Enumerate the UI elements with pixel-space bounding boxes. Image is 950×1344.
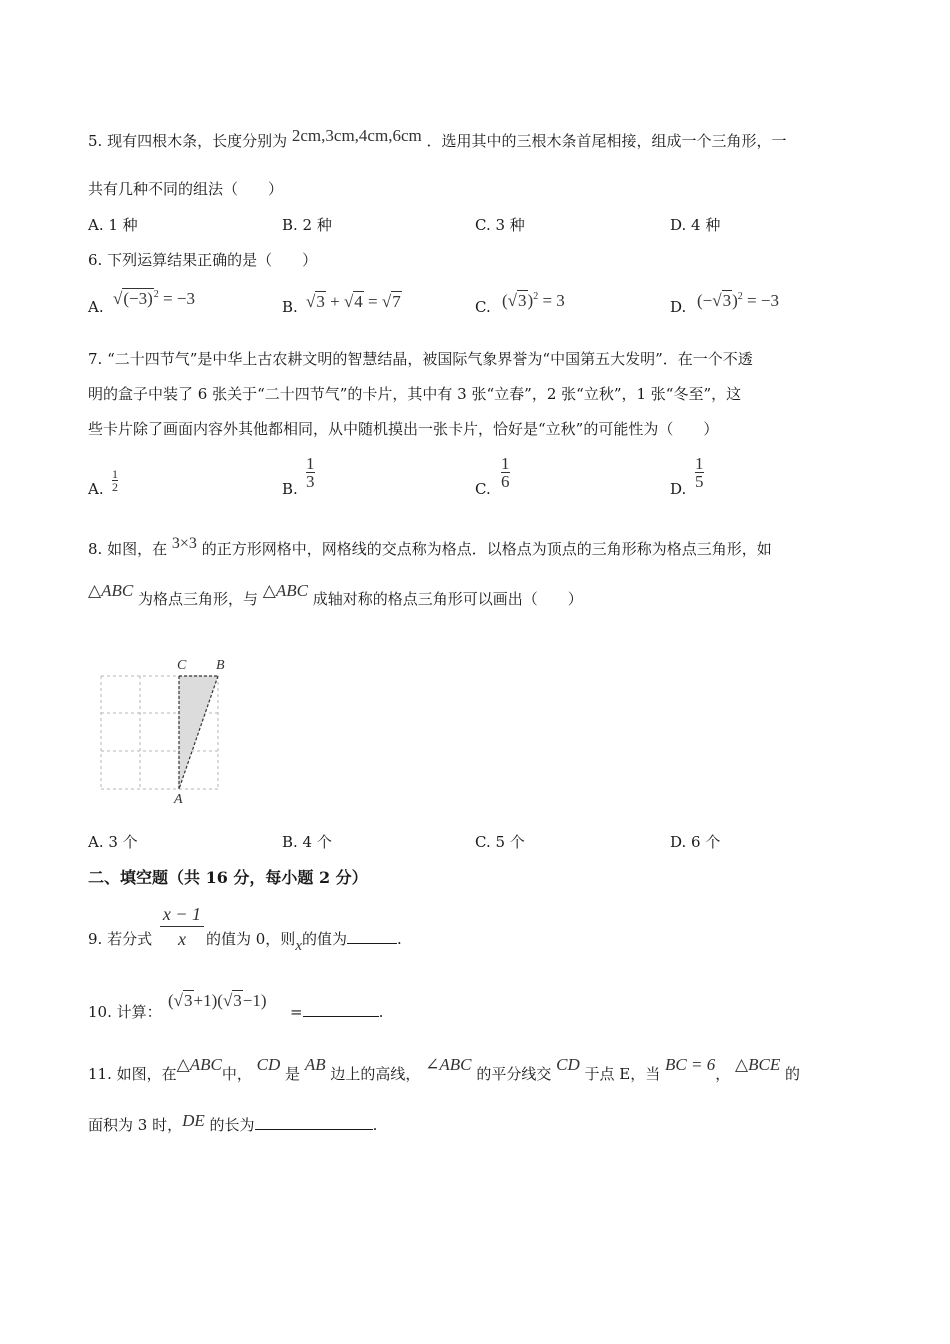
q6-d-exponent: 2 — [737, 291, 743, 302]
q7-b-numerator: 1 — [306, 454, 315, 473]
q11-t1: 中， — [221, 1065, 252, 1083]
q9-fraction — [160, 905, 204, 948]
q6-a-rhs: = −3 — [163, 289, 195, 308]
q6-b-radicand-1: 3 — [316, 292, 325, 311]
q8-label-b: B — [216, 658, 225, 673]
q8-triangle-abc-2: △ABC — [262, 581, 308, 600]
q8-option-b: B. 4 个 — [282, 833, 332, 851]
section-2-title: 二、填空题（共 16 分，每小题 2 分） — [88, 868, 368, 887]
q7-option-b-label: B. — [282, 480, 298, 498]
q11-t4: 的平分线交 — [476, 1065, 552, 1083]
q10-close: −1) — [242, 991, 267, 1010]
q7-option-d-fraction — [695, 455, 704, 490]
q8-option-c: C. 5 个 — [475, 833, 525, 851]
q5-option-b: B. 2 种 — [282, 216, 332, 234]
q6-option-c-expr: $(√3)^2 = 3$ — [502, 291, 565, 310]
q6-c-rhs: = 3 — [542, 291, 565, 310]
q8-option-a: A. 3 个 — [88, 833, 138, 851]
q7-line2: 明的盒子中装了 6 张关于“二十四节气”的卡片，其中有 3 张“立春”，2 张“立秋”，1 张“冬至”，这 — [88, 385, 742, 403]
q11-end: . — [372, 1116, 378, 1134]
q7-a-numerator: 1 — [112, 467, 118, 481]
q6-b-equals: = — [368, 292, 378, 311]
q11-cd: CD — [256, 1055, 281, 1074]
q7-option-a-label: A. — [88, 480, 104, 498]
q11-triangle-bce: △BCE — [735, 1055, 781, 1074]
q6-a-radicand: (−3) — [123, 289, 153, 308]
q7-line1: 7. “二十四节气”是中华上古农耕文明的智慧结晶，被国际气象界誉为“中国第五大发明”．在一个不透 — [88, 350, 753, 368]
q11-bc-equals-6: BC = 6 — [665, 1055, 716, 1074]
q10-answer-blank[interactable] — [303, 1016, 379, 1017]
q6-option-c-label: C. — [475, 298, 491, 316]
q5-line1 — [88, 126, 787, 150]
q8-text-mid: 为格点三角形，与 — [137, 590, 258, 608]
q11-t2: 是 — [285, 1065, 301, 1083]
q5-text-pre: 现有四根木条，长度分别为 — [107, 132, 288, 150]
q6-d-close: ) — [732, 291, 738, 310]
q9-text-post: 的值为 — [301, 930, 347, 948]
q10-open: ( — [168, 991, 174, 1010]
q8-option-d: D. 6 个 — [670, 833, 721, 851]
q6-d-open: (− — [697, 291, 713, 310]
q10-equals: = — [290, 1003, 303, 1021]
q10-expression: (√3+1)(√3−1) — [168, 991, 267, 1010]
q6-c-open: ( — [502, 291, 508, 310]
q11-line1 — [88, 1055, 800, 1083]
q9-text-mid: 的值为 0，则 — [206, 930, 296, 948]
q6-option-a-label: A. — [88, 298, 104, 316]
q6-b-plus: + — [330, 292, 340, 311]
q11-t5: 于点 E，当 — [584, 1065, 661, 1083]
q11-text-pre: 11. 如图，在 — [88, 1065, 177, 1083]
q11-line2-post: 的长为 — [209, 1116, 255, 1134]
q6-c-exponent: 2 — [533, 291, 539, 302]
q8-triangle-abc-1: △ABC — [88, 581, 134, 600]
q6-a-exponent: 2 — [153, 289, 159, 300]
q11-t6: ， — [715, 1065, 731, 1083]
q11-line2-pre: 面积为 3 时， — [88, 1116, 183, 1134]
q10-radicand-1: 3 — [184, 991, 193, 1010]
q8-line1 — [88, 535, 772, 558]
q6-b-radicand-3: 7 — [392, 292, 401, 311]
q7-d-denominator: 5 — [695, 472, 704, 491]
q5-text-post: ．选用其中的三根木条首尾相接，组成一个三角形，一 — [426, 132, 787, 150]
q6-option-a-expr: $√(-3)^2 = -3$ — [113, 289, 195, 308]
q11-angle-abc: ∠ABC — [425, 1055, 472, 1074]
q6-option-d-expr: $(-√3)^2 = -3$ — [697, 291, 779, 310]
q5-option-a: A. 1 种 — [88, 216, 138, 234]
q9-numerator: x − 1 — [162, 904, 202, 924]
q11-de: DE — [182, 1111, 205, 1130]
q11-ab: AB — [304, 1055, 326, 1074]
q7-option-b-fraction — [306, 455, 315, 490]
q6-d-radicand: 3 — [722, 291, 732, 310]
q7-c-numerator: 1 — [501, 454, 510, 473]
q9-variable-x: x — [295, 938, 302, 954]
q10-end: . — [378, 1003, 384, 1021]
q6-option-d-label: D. — [670, 298, 687, 316]
q9-answer-blank[interactable] — [347, 943, 397, 944]
q9-end: . — [397, 930, 402, 948]
q11-answer-blank[interactable] — [255, 1129, 373, 1130]
q8-grid-figure — [95, 652, 235, 808]
q8-grid-size: 3×3 — [171, 535, 197, 552]
q5-number: 5. — [88, 132, 103, 150]
q8-line2 — [88, 581, 583, 608]
q11-t7: 的 — [784, 1065, 800, 1083]
q5-line2: 共有几种不同的组法（ ） — [88, 180, 284, 198]
q7-line3: 些卡片除了画面内容外其他都相同，从中随机摸出一张卡片，恰好是“立秋”的可能性为（ ） — [88, 420, 719, 438]
q9-text-pre: 9. 若分式 — [88, 930, 153, 948]
q8-label-c: C — [177, 658, 187, 673]
q7-c-denominator: 6 — [501, 472, 510, 491]
q10-text-pre: 10. 计算： — [88, 1003, 162, 1021]
q7-option-d-label: D. — [670, 480, 687, 498]
q5-lengths: 2cm,3cm,4cm,6cm — [291, 126, 422, 145]
q6-option-b-label: B. — [282, 298, 298, 316]
q8-label-a: A — [174, 792, 183, 807]
q5-option-c: C. 3 种 — [475, 216, 525, 234]
q6-c-close: ) — [527, 291, 534, 310]
q10-radicand-2: 3 — [233, 991, 242, 1010]
q11-cd-2: CD — [556, 1055, 580, 1074]
q10-mid: +1)( — [193, 991, 223, 1010]
q6-b-radicand-2: 4 — [354, 292, 363, 311]
q7-a-denominator: 2 — [112, 480, 118, 494]
q7-option-c-label: C. — [475, 480, 491, 498]
q5-option-d: D. 4 种 — [670, 216, 721, 234]
q7-option-a-fraction — [112, 468, 118, 493]
q9-fraction-bar — [160, 926, 204, 927]
q8-text-post: 的正方形网格中，网格线的交点称为格点．以格点为顶点的三角形称为格点三角形，如 — [201, 540, 772, 558]
q9-line — [206, 930, 402, 954]
q10-answer-line — [290, 1005, 383, 1020]
q6-option-b-expr: √3 + √4 = √7 — [306, 292, 401, 311]
q7-d-numerator: 1 — [695, 454, 704, 473]
q6-d-rhs: = −3 — [747, 291, 779, 310]
q7-b-denominator: 3 — [306, 472, 315, 491]
q7-option-c-fraction — [501, 455, 510, 490]
q11-triangle-abc: △ABC — [176, 1055, 222, 1074]
q8-text-pre: 8. 如图，在 — [88, 540, 168, 558]
q9-denominator: x — [178, 929, 186, 949]
q6-c-radicand: 3 — [518, 291, 527, 310]
q8-text-end: 成轴对称的格点三角形可以画出（ ） — [312, 590, 583, 608]
q6-stem: 6. 下列运算结果正确的是（ ） — [88, 251, 318, 269]
q11-t3: 边上的高线， — [330, 1065, 421, 1083]
q11-line2 — [88, 1111, 378, 1134]
